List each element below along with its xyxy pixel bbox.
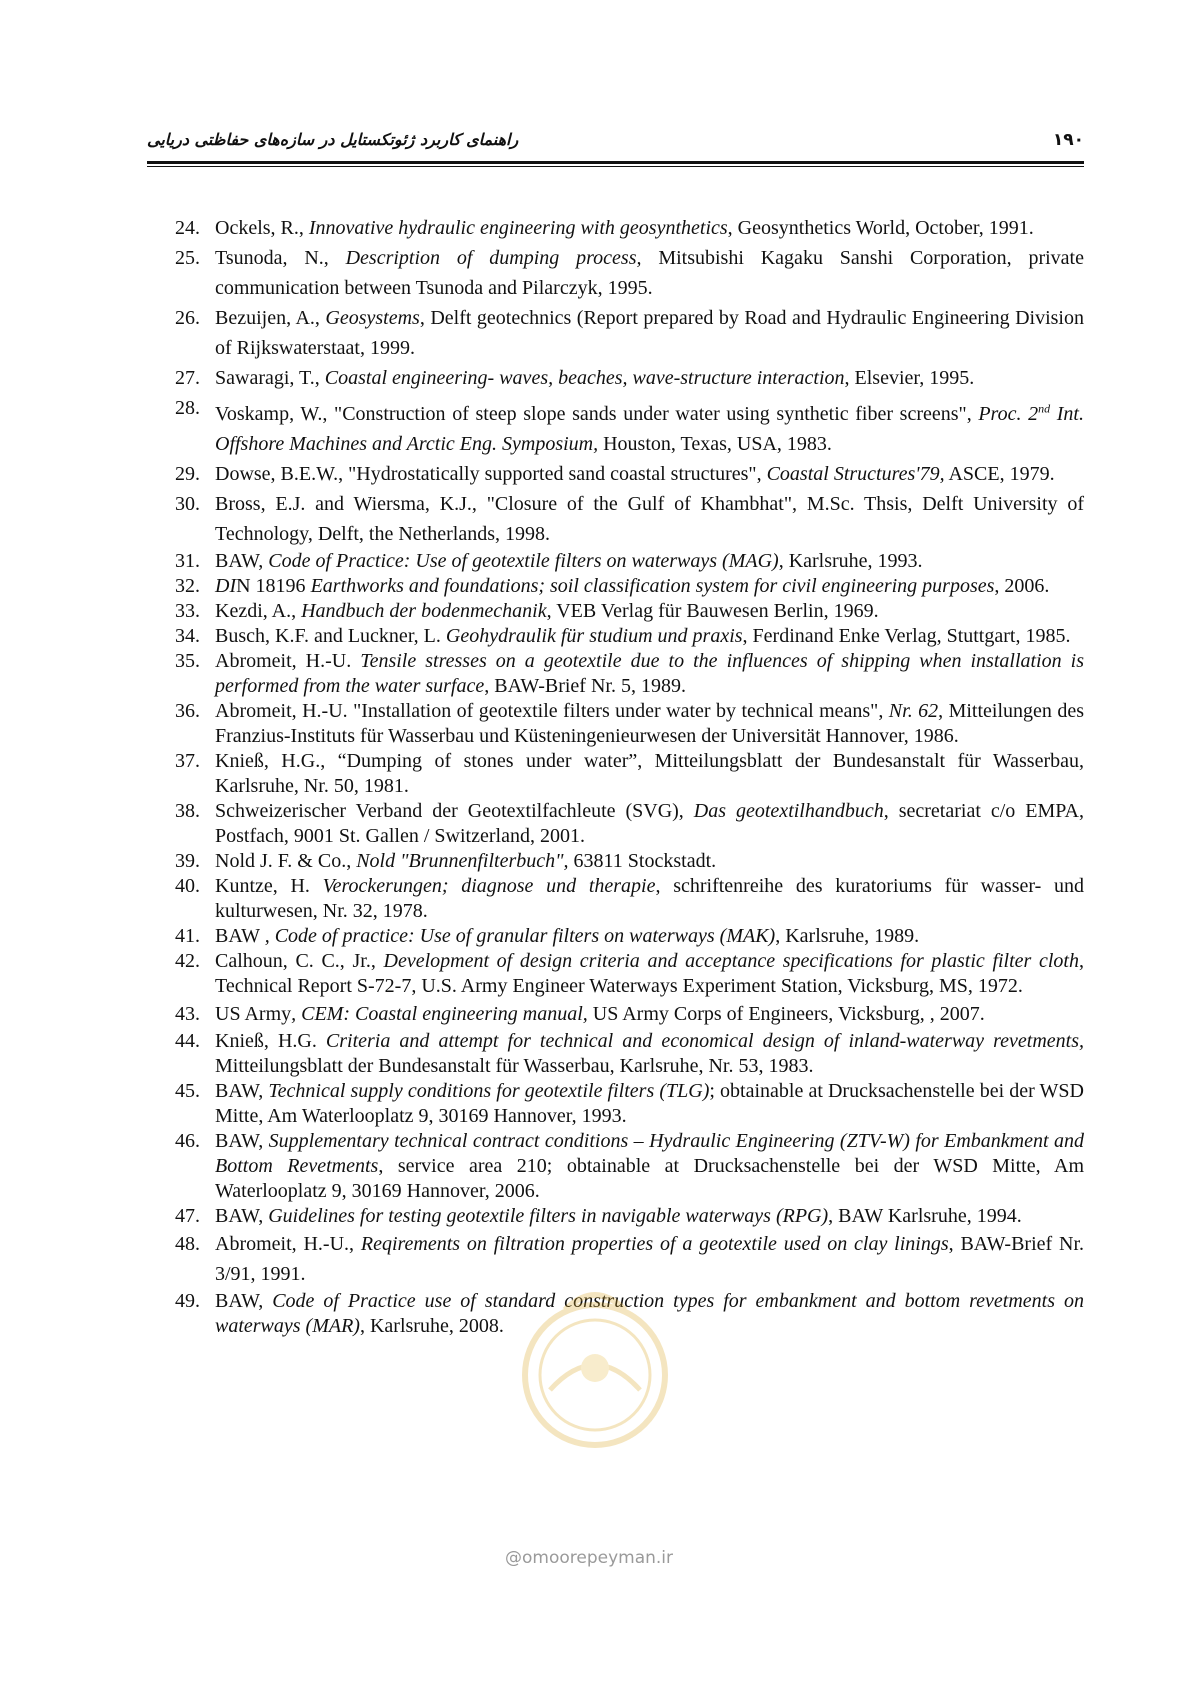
reference-number: 39. [175, 849, 200, 872]
reference-segment: Calhoun, C. C., Jr., [215, 949, 384, 972]
reference-title-segment: Nr. 62 [888, 699, 939, 722]
reference-segment: , BAW Karlsruhe, 1994. [828, 1204, 1022, 1227]
reference-title-segment: Criteria and attempt for technical and economical design of inland-waterway revetments, [325, 1029, 1084, 1052]
reference-number: 41. [175, 924, 200, 947]
reference-number: 44. [175, 1029, 200, 1052]
reference-item [175, 949, 1084, 999]
reference-title-segment: Reqirements on filtration properties of a geotextile used on clay linings [360, 1232, 949, 1255]
reference-title-segment: Geosystems [325, 307, 420, 329]
reference-title-segment: Int. Offshore Machines and Arctic Eng. Symposium, [215, 402, 1084, 455]
reference-text [215, 1003, 985, 1025]
reference-item [175, 574, 1084, 599]
reference-segment: Nold J. F. & Co., [215, 849, 357, 872]
reference-item [175, 1029, 1084, 1079]
reference-title-segment: Supplementary technical contract conditions – Hydraulic Engineering (ZTV-W) for Embankment and Bottom Revetments [215, 1129, 1084, 1177]
reference-title-segment: Coastal Structures'79, [766, 462, 945, 485]
reference-title-segment: , CEM: Coastal engineering manual, [291, 1002, 588, 1025]
reference-segment: ; obtainable at Drucksachenstelle bei der WSD Mitte, Am Waterlooplatz 9, 30169 Hannover, 1993. [215, 1079, 1084, 1127]
reference-number: 36. [175, 699, 200, 722]
reference-title-segment: Code of Practice: Use of geotextile filters on waterways (MAG) [268, 549, 779, 572]
reference-number: 37. [175, 749, 200, 772]
reference-segment: Kezdi, A., [215, 599, 302, 622]
reference-item [175, 599, 1084, 624]
reference-segment: Houston, Texas, USA, 1983. [598, 432, 832, 455]
reference-segment: , 2006. [994, 574, 1050, 597]
page-header [147, 130, 1084, 160]
reference-number: 33. [175, 599, 200, 622]
reference-segment: BAW, [215, 1079, 269, 1102]
reference-item [175, 799, 1084, 849]
reference-text [215, 800, 1084, 847]
reference-segment: Mitteilungsblatt der Bundesanstalt für Wasserbau, Karlsruhe, Nr. 53, 1983. [215, 1054, 814, 1077]
reference-segment: , Delft geotechnics (Report prepared by Road and Hydraulic Engineering Division of Rijkswaterstaat, 1999. [215, 307, 1084, 359]
reference-segment: BAW [215, 924, 265, 947]
reference-number: 29. [175, 462, 200, 485]
reference-segment: Dowse, B.E.W., "Hydrostatically supported sand coastal structures", [215, 462, 767, 485]
reference-title-segment: Coastal engineering- waves, beaches, wave-structure interaction [324, 367, 845, 389]
reference-item [175, 1079, 1084, 1129]
reference-number: 47. [175, 1204, 200, 1227]
reference-segment: , Karlsruhe, 2008. [359, 1314, 504, 1337]
reference-text [215, 575, 1049, 597]
reference-title-segment: Guidelines for testing geotextile filters in navigable waterways (RPG) [268, 1204, 829, 1227]
reference-segment: Busch, K.F. and Luckner, L. [215, 624, 446, 647]
reference-title-segment: Development of design criteria and acceptance specifications for plastic filter cloth [383, 949, 1079, 972]
running-title: راهنمای کاربرد ژئوتکستایل در سازه‌های حفاظتی دریایی [147, 130, 519, 149]
reference-number: 46. [175, 1129, 200, 1152]
reference-segment: , Karlsruhe, 1993. [778, 549, 923, 572]
reference-item [175, 649, 1084, 699]
reference-title-segment: Nold "Brunnenfilterbuch", [356, 849, 569, 872]
reference-title-segment: Das geotextilhandbuch [693, 799, 884, 822]
reference-number: 49. [175, 1289, 200, 1312]
reference-text [215, 367, 974, 389]
reference-number: 35. [175, 649, 200, 672]
reference-item [175, 924, 1084, 949]
reference-title-segment: Tensile stresses on a geotextile due to the influences of shipping when installation is performed from the water surface [215, 649, 1084, 697]
reference-item [175, 1289, 1084, 1339]
reference-segment: , Karlsruhe, 1989. [775, 924, 920, 947]
reference-segment: Voskamp, W., "Construction of steep slope sands under water using synthetic fiber screens", [215, 402, 979, 425]
reference-number: 31. [175, 549, 200, 572]
reference-text [215, 750, 1084, 797]
reference-number: 28. [175, 397, 200, 419]
reference-number: 26. [175, 307, 200, 329]
reference-segment: Schweizerischer Verband der Geotextilfachleute (SVG), [215, 799, 694, 822]
reference-text [215, 1030, 1084, 1077]
reference-item [175, 624, 1084, 649]
reference-segment: Ockels, R., [215, 217, 309, 239]
reference-text [215, 875, 1084, 922]
reference-list [175, 213, 1084, 1339]
reference-text [215, 1130, 1084, 1202]
reference-text [215, 925, 919, 947]
reference-number: 48. [175, 1232, 200, 1255]
reference-segment: Sawaragi, T., [215, 367, 325, 389]
at-sign-icon: @ [505, 1548, 522, 1568]
reference-segment: , Geosynthetics World, October, 1991. [727, 217, 1034, 239]
reference-segment: Mitsubishi Kagaku Sanshi Corporation, private communication between Tsunoda and Pilarczyk, 1995. [215, 247, 1084, 299]
reference-segment: US Army [215, 1002, 292, 1025]
reference-item [175, 999, 1084, 1029]
reference-item [175, 243, 1084, 303]
reference-segment: BAW, [215, 1129, 269, 1152]
reference-title-segment: Code of Practice use of standard construction types for embankment and bottom revetments on waterways (MAR) [215, 1289, 1084, 1337]
reference-text [215, 950, 1084, 997]
reference-segment: US Army Corps of Engineers, Vicksburg, , 2007. [587, 1002, 985, 1025]
reference-item [175, 489, 1084, 549]
header-rule-thin [147, 166, 1084, 167]
header-rule-thick [147, 161, 1084, 164]
reference-number: 30. [175, 492, 200, 515]
reference-segment: , Mitteilungen des Franzius-Instituts für Wasserbau und Küsteningenieurwesen der Universität Hannover, 1986. [215, 699, 1085, 747]
reference-title-segment: Verockerungen; diagnose und therapie [322, 874, 656, 897]
reference-number: 34. [175, 624, 200, 647]
reference-title-segment: Description of dumping process, [345, 247, 642, 269]
reference-number: 24. [175, 217, 200, 239]
reference-text [215, 850, 716, 872]
reference-item [175, 874, 1084, 924]
reference-text [215, 403, 1084, 455]
reference-text [215, 1290, 1084, 1337]
reference-segment: Abromeit, H.-U. [215, 649, 361, 672]
reference-title-segment: DI [215, 574, 237, 597]
reference-text [215, 550, 923, 572]
reference-item [175, 749, 1084, 799]
reference-segment: , Technical Report S-72-7, U.S. Army Engineer Waterways Experiment Station, Vicksburg, MS, 1972. [215, 949, 1084, 997]
reference-text [215, 1233, 1084, 1285]
reference-segment: , BAW-Brief Nr. 5, 1989. [484, 674, 686, 697]
reference-text [215, 650, 1084, 697]
reference-segment: BAW, [215, 1204, 269, 1227]
reference-item [175, 363, 1084, 393]
reference-text [215, 247, 1084, 299]
reference-text [215, 1080, 1084, 1127]
reference-segment: , schriftenreihe des kuratoriums für wasser- und kulturwesen, Nr. 32, 1978. [215, 874, 1084, 922]
reference-segment: BAW, [215, 549, 269, 572]
reference-segment: , Ferdinand Enke Verlag, Stuttgart, 1985. [742, 624, 1071, 647]
reference-segment: , Elsevier, 1995. [844, 367, 975, 389]
reference-segment: N 18196 [236, 574, 311, 597]
reference-segment: 63811 Stockstadt. [568, 849, 717, 872]
reference-segment: Abromeit, H.-U., [215, 1232, 361, 1255]
reference-segment: , VEB Verlag für Bauwesen Berlin, 1969. [546, 599, 879, 622]
reference-title-segment: Proc. 2 [978, 402, 1039, 425]
reference-segment: Bross, E.J. and Wiersma, K.J., "Closure of the Gulf of Khambhat", M.Sc. Thsis, Delft University of Technology, Delft, the Netherlands, 1998. [215, 492, 1084, 545]
reference-item [175, 1204, 1084, 1229]
reference-number: 25. [175, 247, 200, 269]
reference-item [175, 699, 1084, 749]
reference-item [175, 213, 1084, 243]
reference-text [215, 493, 1084, 545]
reference-text [215, 600, 879, 622]
reference-number: 42. [175, 949, 200, 972]
reference-number: 45. [175, 1079, 200, 1102]
reference-number: 40. [175, 874, 200, 897]
reference-segment: Abromeit, H.-U. "Installation of geotextile filters under water by technical means", [215, 699, 889, 722]
page-number: ۱۹۰ [1052, 130, 1084, 150]
reference-segment: , BAW-Brief Nr. 3/91, 1991. [215, 1232, 1084, 1285]
reference-number: 32. [175, 574, 200, 597]
reference-text [215, 1205, 1022, 1227]
reference-title-segment: Earthworks and foundations; soil classification system for civil engineering purposes [310, 574, 995, 597]
reference-item [175, 459, 1084, 489]
reference-title-segment: Technical supply conditions for geotextile filters (TLG) [268, 1079, 710, 1102]
reference-segment: BAW, [215, 1289, 273, 1312]
reference-item [175, 549, 1084, 574]
reference-title-segment: nd [1038, 401, 1051, 415]
reference-number: 43. [175, 1002, 200, 1025]
reference-text [215, 463, 1055, 485]
reference-segment: , secretariat c/o EMPA, Postfach, 9001 St. Gallen / Switzerland, 2001. [215, 799, 1085, 847]
reference-number: 27. [175, 367, 200, 389]
reference-item [175, 849, 1084, 874]
reference-segment: , service area 210; obtainable at Drucksachenstelle bei der WSD Mitte, Am Waterlooplatz 9, 30169 Hannover, 2006. [215, 1154, 1084, 1202]
reference-title-segment: Handbuch der bodenmechanik [301, 599, 547, 622]
reference-number: 38. [175, 799, 200, 822]
watermark-site: @omoorepeyman.ir [505, 1548, 674, 1568]
reference-title-segment: Geohydraulik für studium und praxis [445, 624, 743, 647]
reference-segment: Kuntze, H. [215, 874, 323, 897]
reference-item [175, 1229, 1084, 1289]
reference-segment: Tsunoda, N., [215, 247, 346, 269]
reference-item [175, 303, 1084, 363]
reference-item [175, 1129, 1084, 1204]
reference-segment: Knieß, H.G., “Dumping of stones under water”, Mitteilungsblatt der Bundesanstalt für Wasserbau, Karlsruhe, Nr. 50, 1981. [215, 749, 1084, 797]
reference-text [215, 625, 1070, 647]
reference-title-segment: , Code of practice: Use of granular filters on waterways (MAK) [264, 924, 776, 947]
reference-segment: Knieß, H.G. [215, 1029, 326, 1052]
reference-text [215, 307, 1084, 359]
reference-text [215, 217, 1034, 239]
reference-title-segment: Innovative hydraulic engineering with geosynthetics [308, 217, 728, 239]
reference-item [175, 393, 1084, 459]
reference-segment: ASCE, 1979. [944, 462, 1055, 485]
reference-segment: Bezuijen, A., [215, 307, 326, 329]
reference-text [215, 700, 1084, 747]
